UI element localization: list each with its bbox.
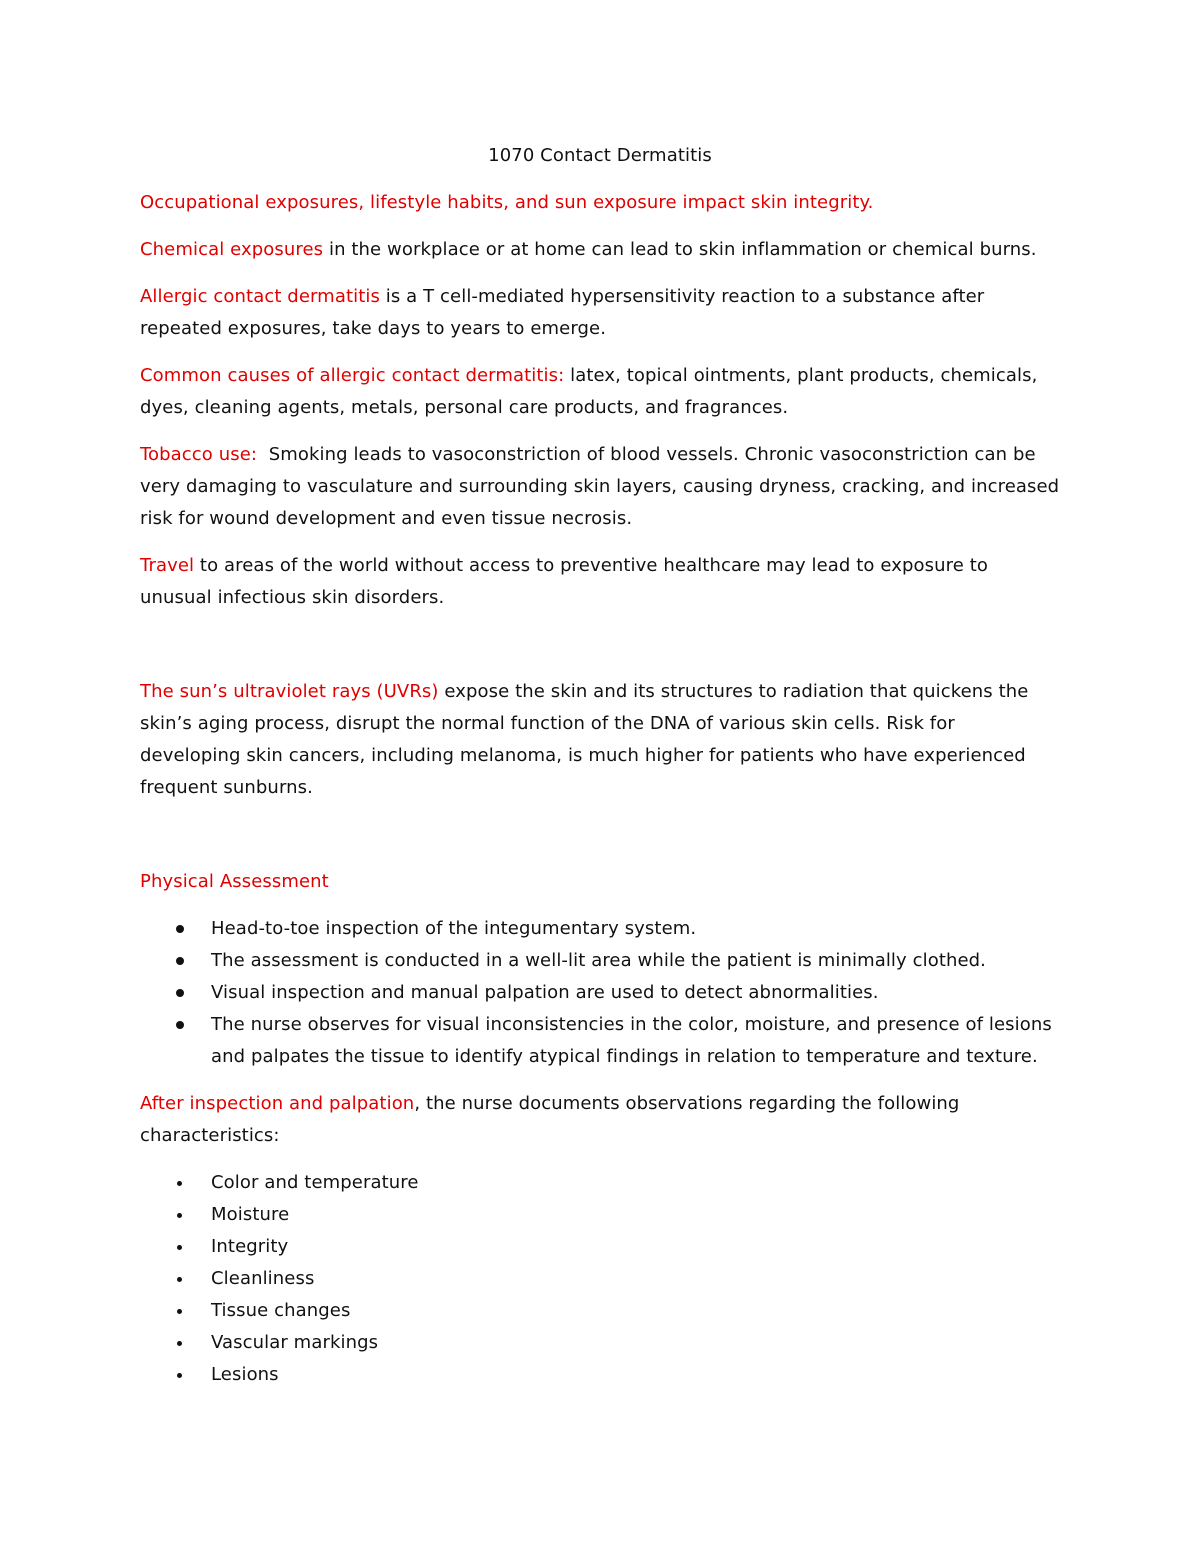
chemical-exposures-term: Chemical exposures — [140, 239, 324, 260]
list-item: Visual inspection and manual palpation are used to detect abnormalities. — [140, 977, 1060, 1009]
chemical-exposures-text: in the workplace or at home can lead to skin inflammation or chemical burns. — [323, 239, 1037, 260]
uv-rays-paragraph — [140, 676, 1060, 804]
common-causes-term: Common causes of allergic contact dermatitis: — [140, 365, 565, 386]
chemical-exposures-paragraph — [140, 234, 1060, 266]
uv-rays-term: The sun’s ultraviolet rays (UVRs) — [140, 681, 439, 702]
list-item: Moisture — [140, 1199, 1060, 1231]
list-item: Integrity — [140, 1231, 1060, 1263]
after-inspection-paragraph — [140, 1088, 1060, 1152]
travel-paragraph — [140, 550, 1060, 614]
list-item: Cleanliness — [140, 1263, 1060, 1295]
common-causes-paragraph — [140, 360, 1060, 424]
after-inspection-text: , the nurse documents observations regarding the following characteristics: — [140, 1093, 960, 1146]
list-item: Color and temperature — [140, 1167, 1060, 1199]
travel-text: to areas of the world without access to preventive healthcare may lead to exposure to unusual infectious skin disorders. — [140, 555, 988, 608]
list-item: Vascular markings — [140, 1327, 1060, 1359]
document-title: 1070 Contact Dermatitis — [488, 145, 712, 166]
uv-rays-text: expose the skin and its structures to radiation that quickens the skin’s aging process, disrupt the normal function of the DNA of various skin cells. Risk for developing skin cancers, including melanoma, is much higher for patients who have experienced frequent sunburns. — [140, 681, 1029, 798]
tobacco-use-term: Tobacco use: — [140, 444, 258, 465]
tobacco-use-paragraph — [140, 439, 1066, 535]
list-item: The nurse observes for visual inconsistencies in the color, moisture, and presence of lesions and palpates the tissue to identify atypical findings in relation to temperature and texture. — [140, 1009, 1060, 1073]
list-item: Lesions — [140, 1359, 1060, 1391]
spacer — [140, 629, 1060, 676]
document-page — [140, 140, 1066, 1406]
after-inspection-term: After inspection and palpation — [140, 1093, 415, 1114]
allergic-dermatitis-text: is a T cell-mediated hypersensitivity reaction to a substance after repeated exposures, take days to years to emerge. — [140, 286, 985, 339]
list-item: Tissue changes — [140, 1295, 1060, 1327]
physical-assessment-list — [140, 913, 1060, 1073]
common-causes-text: latex, topical ointments, plant products, chemicals, dyes, cleaning agents, metals, personal care products, and fragrances. — [140, 365, 1038, 418]
travel-term: Travel — [140, 555, 195, 576]
tobacco-use-text: Smoking leads to vasoconstriction of blood vessels. Chronic vasoconstriction can be very damaging to vasculature and surrounding skin layers, causing dryness, cracking, and increased risk for wound development and even tissue necrosis. — [140, 444, 1066, 529]
physical-assessment-heading: Physical Assessment — [140, 871, 329, 892]
list-item: Head-to-toe inspection of the integumentary system. — [140, 913, 1060, 945]
intro-paragraph: Occupational exposures, lifestyle habits, and sun exposure impact skin integrity. — [140, 192, 874, 213]
allergic-dermatitis-paragraph — [140, 281, 1060, 345]
allergic-dermatitis-term: Allergic contact dermatitis — [140, 286, 380, 307]
spacer — [140, 819, 1060, 866]
characteristics-list — [140, 1167, 1060, 1391]
list-item: The assessment is conducted in a well-lit area while the patient is minimally clothed. — [140, 945, 1060, 977]
